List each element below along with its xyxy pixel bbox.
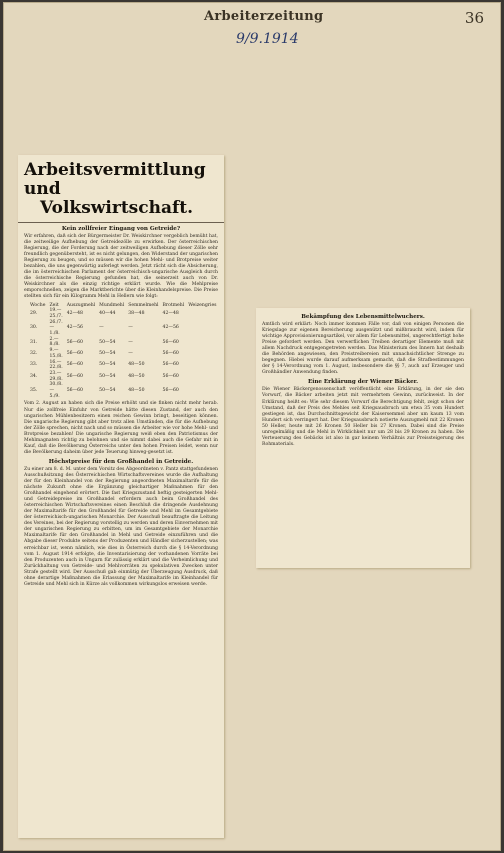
article-body-left [18, 226, 224, 588]
price-table-cell: 56—60 [162, 373, 179, 379]
price-table-cell: 42—48 [162, 311, 179, 317]
price-table-cell: 56—60 [66, 339, 83, 345]
price-table-cell: 56—60 [66, 388, 83, 394]
price-table-cell: 38—48 [128, 311, 145, 317]
price-table-cell: 56—60 [66, 350, 83, 356]
price-table-header-cell: Woche [30, 302, 46, 308]
price-table-cell: 2.—8./8. [49, 336, 60, 348]
divider [18, 222, 224, 223]
price-table-cell: 30./8.—5./9. [49, 382, 63, 399]
price-table-cell: 56—60 [66, 373, 83, 379]
section-title-zoll: Kein zollfreier Eingang von Getreide? [61, 226, 181, 232]
price-table-cell: 30. [30, 325, 38, 331]
price-table-cell: 26./7.—1./8. [49, 319, 63, 337]
price-table-row [30, 320, 221, 337]
article-body-right [256, 308, 470, 451]
price-table-header-cell: Auszugmehl [66, 302, 96, 308]
section-text-zoll: Wir erfahren, daß sich der Bürgermeister Dr. Weiskirchner vergeblich bemüht hat, die zeitweilige Aufhebung der Getreidezölle zu erwirken. Der österreichischen Regierung, die der Forderung nach der zeitweiligen Aufhebung dieser Zölle sehr freundlich gegenübersteht, ist es nicht gelungen, den Widerstand der ungarischen Regierung zu beugen, und so müssen wir die hohen Mehl- und Brotpreise weiter bezahlen, die uns gegenwärtig auferlegt werden. Jetzt rächt sich die Absicherung, die im österreichischen Parlament der österreichisch-ungarische Ausgleich durch die österreichische Regierung gefunden hat, die seinerzeit auch von Dr. Weiskirchner als die einzig richtige erklärt wurde. Wie die Mehlpreise emporschnellen, zeigen die Marktberichte über die Kleinhandelspreise. Die Preise stellten sich für ein Kilogramm Mehl in Hellern wie folgt: [24, 234, 218, 300]
price-table-cell: — [128, 350, 133, 356]
price-table-row [30, 308, 221, 319]
price-table-cell: 29. [30, 311, 38, 317]
price-table-cell: 23.—29./8. [49, 370, 63, 382]
price-table-cell: 42—56 [162, 325, 179, 331]
price-table-cell: 34. [30, 373, 38, 379]
price-table-row [30, 382, 221, 399]
price-table-cell: 9.—15./8. [49, 348, 63, 359]
price-table-cell: 40—44 [99, 311, 116, 317]
price-table-row [30, 348, 221, 359]
section-text-grosshandel: Zu einer am 8. d. M. unter dem Vorsitz des Abgeordneten v. Pantz stattgefundenen Ausschußsitzung des Österreichischen Wirtschaftsvereines wurde die Aufhaltung der für den Kleinhandel von der Regierung angeordneten Maximaltarife für die nächste Zukunft ohne die Ergänzung gleichartiger Maßnahmen für den Großhandel eingehend erörtert. Die fast Kriegszustand heftig gesteigerten Mehl- und Getreidepreise im Großhandel erfordern auch beim Großhandel des österreichischen Wirtschaftsvereines einen Beschluß die dringende Ausdehnung der Maximaltarife für den Großhandel für Getreide und Mehl im Gesamtgebiete der österreichisch-ungarischen Monarchie. Der Ausschuß beauftragte die Leitung des Vereines, bei der Regierung vorstellig zu werden und deren Einvernehmen mit der ungarischen Regierung zu erbitten, um im Gesamtgebiete der Monarchie Maximaltarife für den Großhandel in Mehl und Getreide einzuführen und die Abgabe dieser Produkte seitens der Produzenten und Händler sicherzustellen; was erreichbar ist, wenn nämlich, wie dies in Österreich durch die § 14-Verordnung vom 1. August 1914 erfolgte, die Inventarisierung der vorhandenen Vorräte bei den Produzenten auch in Ungarn für zulässig erklärt und die Verheimlichung und Zurückhaltung von Getreide- und Mehlvorräten zu spekulativen Zwecken unter Strafe gestellt wird. Der Ausschuß gab einmütig der Überzeugung Ausdruck, daß ohne derartige Maßnahmen die Erlassung der Maximaltarife im Kleinhandel für Getreide und Mehl sich in Kürze als vollkommen wirkungslos erweisen werde. [24, 466, 218, 587]
headline-line-1: Arbeitsvermittlung und [24, 160, 206, 199]
page-number: 36 [464, 9, 484, 27]
price-table-cell: 50—54 [99, 373, 116, 379]
price-table-header-cell: Mundmehl [99, 302, 125, 308]
newspaper-clipping-right [256, 308, 470, 568]
price-table-cell: 16.—22./8. [49, 359, 63, 371]
section-title-wucher: Bekämpfung des Lebensmittelwuchers. [301, 314, 425, 320]
price-table-cell: 50—54 [99, 350, 116, 356]
price-table-row [30, 371, 221, 382]
price-table-cell: 56—60 [162, 350, 179, 356]
price-table-cell: 42—56 [66, 325, 83, 331]
price-table-row [30, 360, 221, 371]
price-table-cell: 50—54 [99, 388, 116, 394]
price-table-cell: 42—48 [66, 311, 83, 317]
price-table-cell: 48—50 [128, 373, 145, 379]
section-title-baecker: Eine Erklärung der Wiener Bäcker. [307, 379, 419, 386]
headline-line-2: Volkswirtschaft. [40, 198, 194, 218]
section-text-wucher: Amtlich wird erklärt: Noch immer kommen Fälle vor, daß von einigen Personen die Kriegslage zur eigenen Bereicherung ausgenützt und mißbraucht wird, indem für wichtige Approvisionierungsartikel, vor allem für Lebensmittel, ungerechtfertigt hohe Preise gefordert werden. Den verwerflichen Treiben derartiger Elemente muß mit allem Nachdruck entgegengetreten werden. Das Ministerium des Innern hat deshalb die Behörden angewiesen, den Preistreibereien mit unnachsichtlicher Strenge zu begegnen. Hiebei wurde darauf aufmerksam gemacht, daß die Strafbestimmungen der § 14-Verordnung vom 1. August, insbesondere die §§ 7, auch auf Erzeuger und Großhändler Anwendung finden. [262, 322, 464, 376]
price-table-cell: — [128, 339, 133, 345]
price-table-header-cell: Brotmehl [162, 302, 185, 308]
price-table-cell: — [128, 325, 133, 331]
section-text-zoll-2: Vom 2. August an haben sich die Preise erhöht und sie finken nicht mehr herab. Nur die zollfreie Einfuhr von Getreide hätte diesen Zustand, der auch den ungarischen Mühlenbesitzern einen reichen Gewinn bringt, beseitigen können. Die ungarische Regierung gibt aber trotz allen Umständen, die für die Aufhebung der Zölle sprechen, nicht nach und so müssen die Arbeiter wie vor hohe Mehl- und Brotpreise bezahlen! Die ungarische Regierung weiß eben den Patriotismus der Mehlmagnaten richtig zu belohnen und sie nimmt dabei auch die Gefahr mit in Kauf, daß die Bevölkerung Österreichs unter den hohen Preisen leidet, wenn nur die Bevölkerung daheim über jede Teuerung hinweg-gesetzt ist. [24, 401, 218, 455]
price-table-cell: 50—54 [99, 339, 116, 345]
price-table-cell: — [99, 325, 104, 331]
price-table-cell: 35. [30, 388, 38, 394]
section-title-grosshandel: Höchstpreise für den Großhandel in Getreide. [48, 458, 194, 465]
headline [24, 161, 224, 218]
price-table-cell: 56—60 [66, 362, 83, 368]
price-table-cell: 56—60 [162, 339, 179, 345]
price-table-cell: 56—60 [162, 362, 179, 368]
price-table-cell: 48—50 [128, 388, 145, 394]
price-table-cell: 56—60 [162, 388, 179, 394]
price-table [30, 303, 221, 400]
price-table-cell: 31. [30, 339, 38, 345]
price-table-row [30, 337, 221, 348]
section-text-baecker: Die Wiener Bäckergenossenschaft veröffentlicht eine Erklärung, in der sie den Vorwurf, die Bäcker arbeiten jetzt mit vermehrtem Gewinn, zurückweist. In der Erklärung heißt es: Wie sehr diesem Vorwurf die Berechtigung fehlt, zeigt schon der Umstand, daß der Preis des Mehles seit Kriegsausbruch um etwa 35 vom Hundert gestiegen ist, das Durchschnittsgewicht der Kaisersemmel aber um kaum 13 vom Hundert sich verringert hat. Der Kriegsausbruch notierte Auszugmehl mit 22 Kronen 50 Heller, heute mit 26 Kronen 50 Heller bis 27 Kronen. Dabei sind die Preise unregelmäßig und die Mehl in Wirklichkeit nur um 28 bis 29 Kronen zu haben. Die Verteuerung des Gebäcks ist also in gar keinem Verhältnis zur Preissteigerung des Rohmaterials. [262, 387, 464, 447]
newspaper-clipping-left [18, 155, 224, 838]
price-table-header-cell: Semmelmehl [128, 302, 159, 308]
price-table-cell: 19.—25./7. [49, 308, 63, 319]
price-table-cell: 50—54 [99, 362, 116, 368]
price-table-cell: 32. [30, 350, 38, 356]
price-table-cell: 33. [30, 362, 38, 368]
newspaper-title: Arbeiterzeitung [204, 9, 324, 24]
price-table-header-cell: Zeit [49, 302, 59, 308]
price-table-header-cell: Weizengries [188, 302, 217, 308]
price-table-cell: 48—50 [128, 362, 145, 368]
handwritten-date: 9/9.1914 [236, 31, 299, 47]
